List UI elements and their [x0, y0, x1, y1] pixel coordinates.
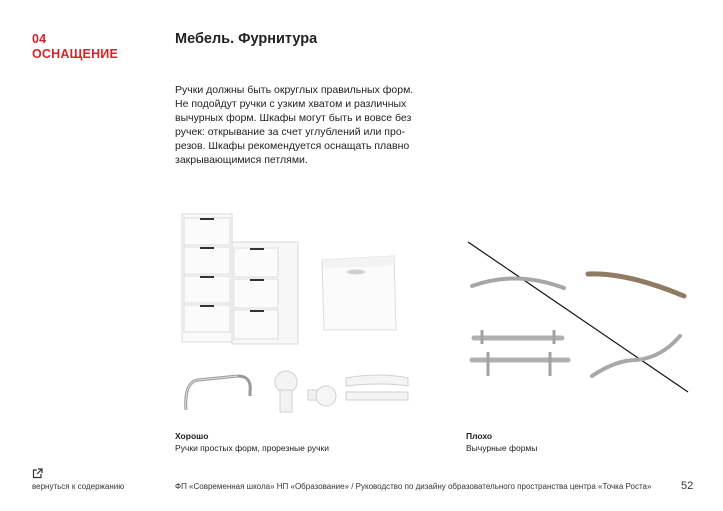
chest-of-drawers-image: [180, 212, 300, 347]
bad-caption-subtitle: Вычурные формы: [466, 443, 538, 453]
page-number: 52: [681, 480, 694, 492]
section-number: 04: [32, 32, 47, 46]
page-title: Мебель. Фурнитура: [175, 31, 318, 47]
body-line: вычурных форм. Шкафы могут быть и вовсе без: [175, 112, 412, 124]
body-text: [175, 83, 440, 167]
external-link-icon[interactable]: [32, 468, 43, 479]
body-line: закрывающимися петлями.: [175, 154, 308, 166]
bad-caption-title: Плохо: [466, 431, 493, 441]
body-line: Ручки должны быть округлых правильных форм.: [175, 84, 414, 96]
footer-text: ФП «Современная школа» НП «Образование» / Руководство по дизайну образовательного пространства центра «Точка Роста»: [175, 482, 652, 491]
body-line: ручек: открывание за счет углублений или про-: [175, 126, 406, 138]
body-line: Не подойдут ручки с узким хватом и различных: [175, 98, 407, 110]
good-caption: [175, 430, 329, 454]
back-to-contents-link[interactable]: вернуться к содержанию: [32, 482, 125, 491]
good-caption-subtitle: Ручки простых форм, прорезные ручки: [175, 443, 330, 453]
storage-box-image: [318, 252, 398, 332]
good-handles-image: [180, 370, 410, 420]
good-caption-title: Хорошо: [175, 431, 209, 441]
bad-handles-image: [466, 240, 691, 395]
section-title: ОСНАЩЕНИЕ: [32, 47, 119, 61]
bad-caption: [466, 430, 537, 454]
body-line: резов. Шкафы рекомендуется оснащать плавно: [175, 140, 410, 152]
